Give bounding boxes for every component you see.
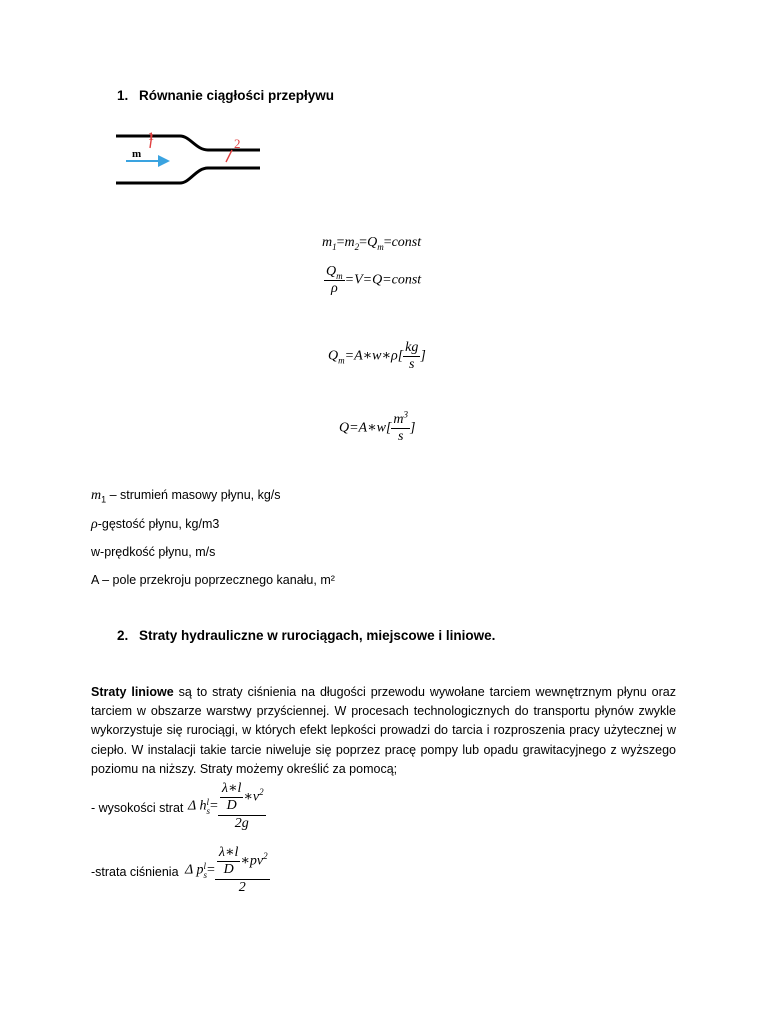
eq1-m1-sub: 1	[332, 241, 337, 252]
formula-h-lhs-sub: s	[206, 805, 210, 816]
formula-p-inner-fraction	[217, 846, 240, 877]
formula-pressure-loss: Δ p l s = $\frac{\lambda∗l}{D}$ $∗pv^2$ 2	[185, 845, 268, 895]
eq1-m2: m	[344, 235, 355, 250]
section-2-title: Straty hydrauliczne w rurociągach, miejscowe i liniowe.	[139, 628, 496, 643]
formula-p-lhs-sup: l	[203, 860, 206, 871]
eq4-unit-denominator: s	[398, 429, 404, 444]
paragraph-text: są to straty ciśnienia na długości przewodu wywołane tarciem wewnętrznym płynu oraz tarciem w obszarze warstwy przyściennej. W procesach technologicznych do transportu płynów zwykle wykorzystuje się rurociągi, w których efekt lepkości prowadzi do tarcia i rozproszenia pracy użytecznej w ciepło. W instalacji takie tarcie niweluje się poprzez pracę pompy lub opadu grawitacyjnego z wyższego poziomu na niższy. Straty możemy określić za pomocą;	[91, 685, 676, 776]
formula-h-inner-numerator: λ∗l	[221, 781, 242, 796]
formula-p-lhs: Δ p	[185, 862, 204, 878]
equation-volumetric-flow-rate	[339, 409, 416, 444]
eq3-unit-numerator: kg	[405, 340, 419, 355]
eq3-unit-fraction	[403, 341, 420, 372]
equation-mass-flow-rate	[328, 341, 426, 372]
eq1-q-sub: m	[377, 241, 384, 252]
diagram-label-1: 1	[148, 129, 154, 143]
formula-p-main-fraction	[215, 846, 270, 895]
formula-h-lhs-sup: l	[206, 796, 209, 807]
eq2-numerator: Q	[326, 264, 337, 279]
formula-pressure-loss-label: -strata ciśnienia	[91, 865, 179, 879]
diagram-label-2: 2	[234, 136, 241, 151]
eq3-close-bracket: ]	[420, 348, 426, 364]
formula-head-loss: Δ h l s = $\frac{\lambda∗l}{D}$ $∗v^2$ 2g	[188, 781, 264, 831]
section-2-marker	[226, 150, 232, 162]
definition-var-rho: ρ	[91, 517, 98, 532]
eq2-denominator: ρ	[330, 281, 338, 296]
formula-h-v-sup: 2	[259, 787, 264, 798]
definition-density	[91, 517, 219, 533]
diagram-label-m: m	[132, 148, 142, 160]
eq4-unit-sup: 3	[403, 409, 409, 420]
eq3-unit-denominator: s	[409, 357, 415, 372]
definition-cross-section	[91, 573, 335, 587]
definition-cross-section-text: A – pole przekroju poprzecznego kanału, m²	[91, 573, 335, 587]
eq4-unit-numerator: m	[393, 412, 404, 427]
paragraph-bold-term: Straty liniowe	[91, 685, 174, 699]
definition-var-m: m	[91, 488, 102, 503]
formula-h-inner-denominator: D	[226, 798, 237, 813]
eq1-equals-b: =	[359, 235, 368, 250]
formula-p-inner-denominator: D	[223, 862, 234, 877]
eq3-lhs: Q	[328, 348, 339, 364]
definition-velocity	[91, 545, 215, 559]
formula-h-denominator: 2g	[234, 816, 249, 831]
definition-mass-flow	[91, 488, 281, 505]
section-1-number: 1.	[117, 88, 129, 103]
formula-p-denominator: 2	[238, 880, 246, 895]
eq3-lhs-sub: m	[338, 355, 345, 366]
formula-head-loss-label: - wysokości strat	[91, 801, 184, 815]
formula-h-inner-fraction	[220, 782, 243, 813]
formula-h-main-fraction	[218, 782, 266, 831]
definition-velocity-text: w-prędkość płynu, m/s	[91, 545, 216, 559]
eq4-unit-fraction	[391, 409, 410, 444]
equation-volume-flow	[324, 265, 421, 296]
pipe-flow-diagram	[112, 126, 264, 188]
formula-p-times: ∗pv	[240, 853, 264, 869]
eq1-m1: m	[322, 235, 333, 250]
eq1-m2-sub: 2	[354, 241, 360, 252]
eq4-close-bracket: ]	[410, 420, 416, 436]
definition-density-text: -gęstość płynu, kg/m3	[97, 517, 220, 531]
equation-mass-continuity	[322, 236, 421, 250]
eq4-lhs: Q=A∗w[	[339, 420, 392, 436]
section-2-number: 2.	[117, 628, 129, 643]
eq1-const: const	[391, 235, 422, 250]
definition-var-m-sub: 1	[101, 494, 107, 505]
eq2-numerator-sub: m	[336, 270, 343, 281]
body-paragraph	[91, 683, 676, 779]
eq1-q: Q	[367, 235, 378, 250]
formula-h-lhs: Δ h	[188, 798, 207, 814]
formula-p-v-sup: 2	[263, 851, 268, 862]
section-1-title: Równanie ciągłości przepływu	[139, 88, 335, 103]
definition-mass-flow-text: – strumień masowy płynu, kg/s	[106, 488, 281, 502]
formula-h-times: ∗v	[243, 789, 260, 805]
eq2-rhs: =V=Q=const	[344, 272, 422, 288]
eq2-fraction	[324, 265, 345, 296]
section-2-heading	[117, 628, 495, 643]
eq1-equals-c: =	[383, 235, 392, 250]
formula-p-inner-numerator: λ∗l	[218, 845, 239, 860]
pipe-lower-wall	[116, 168, 260, 183]
eq3-middle: =A∗w∗ρ[	[344, 348, 404, 364]
formula-p-lhs-sub: s	[203, 869, 207, 880]
section-1-heading	[117, 88, 334, 103]
eq1-equals-a: =	[336, 235, 345, 250]
